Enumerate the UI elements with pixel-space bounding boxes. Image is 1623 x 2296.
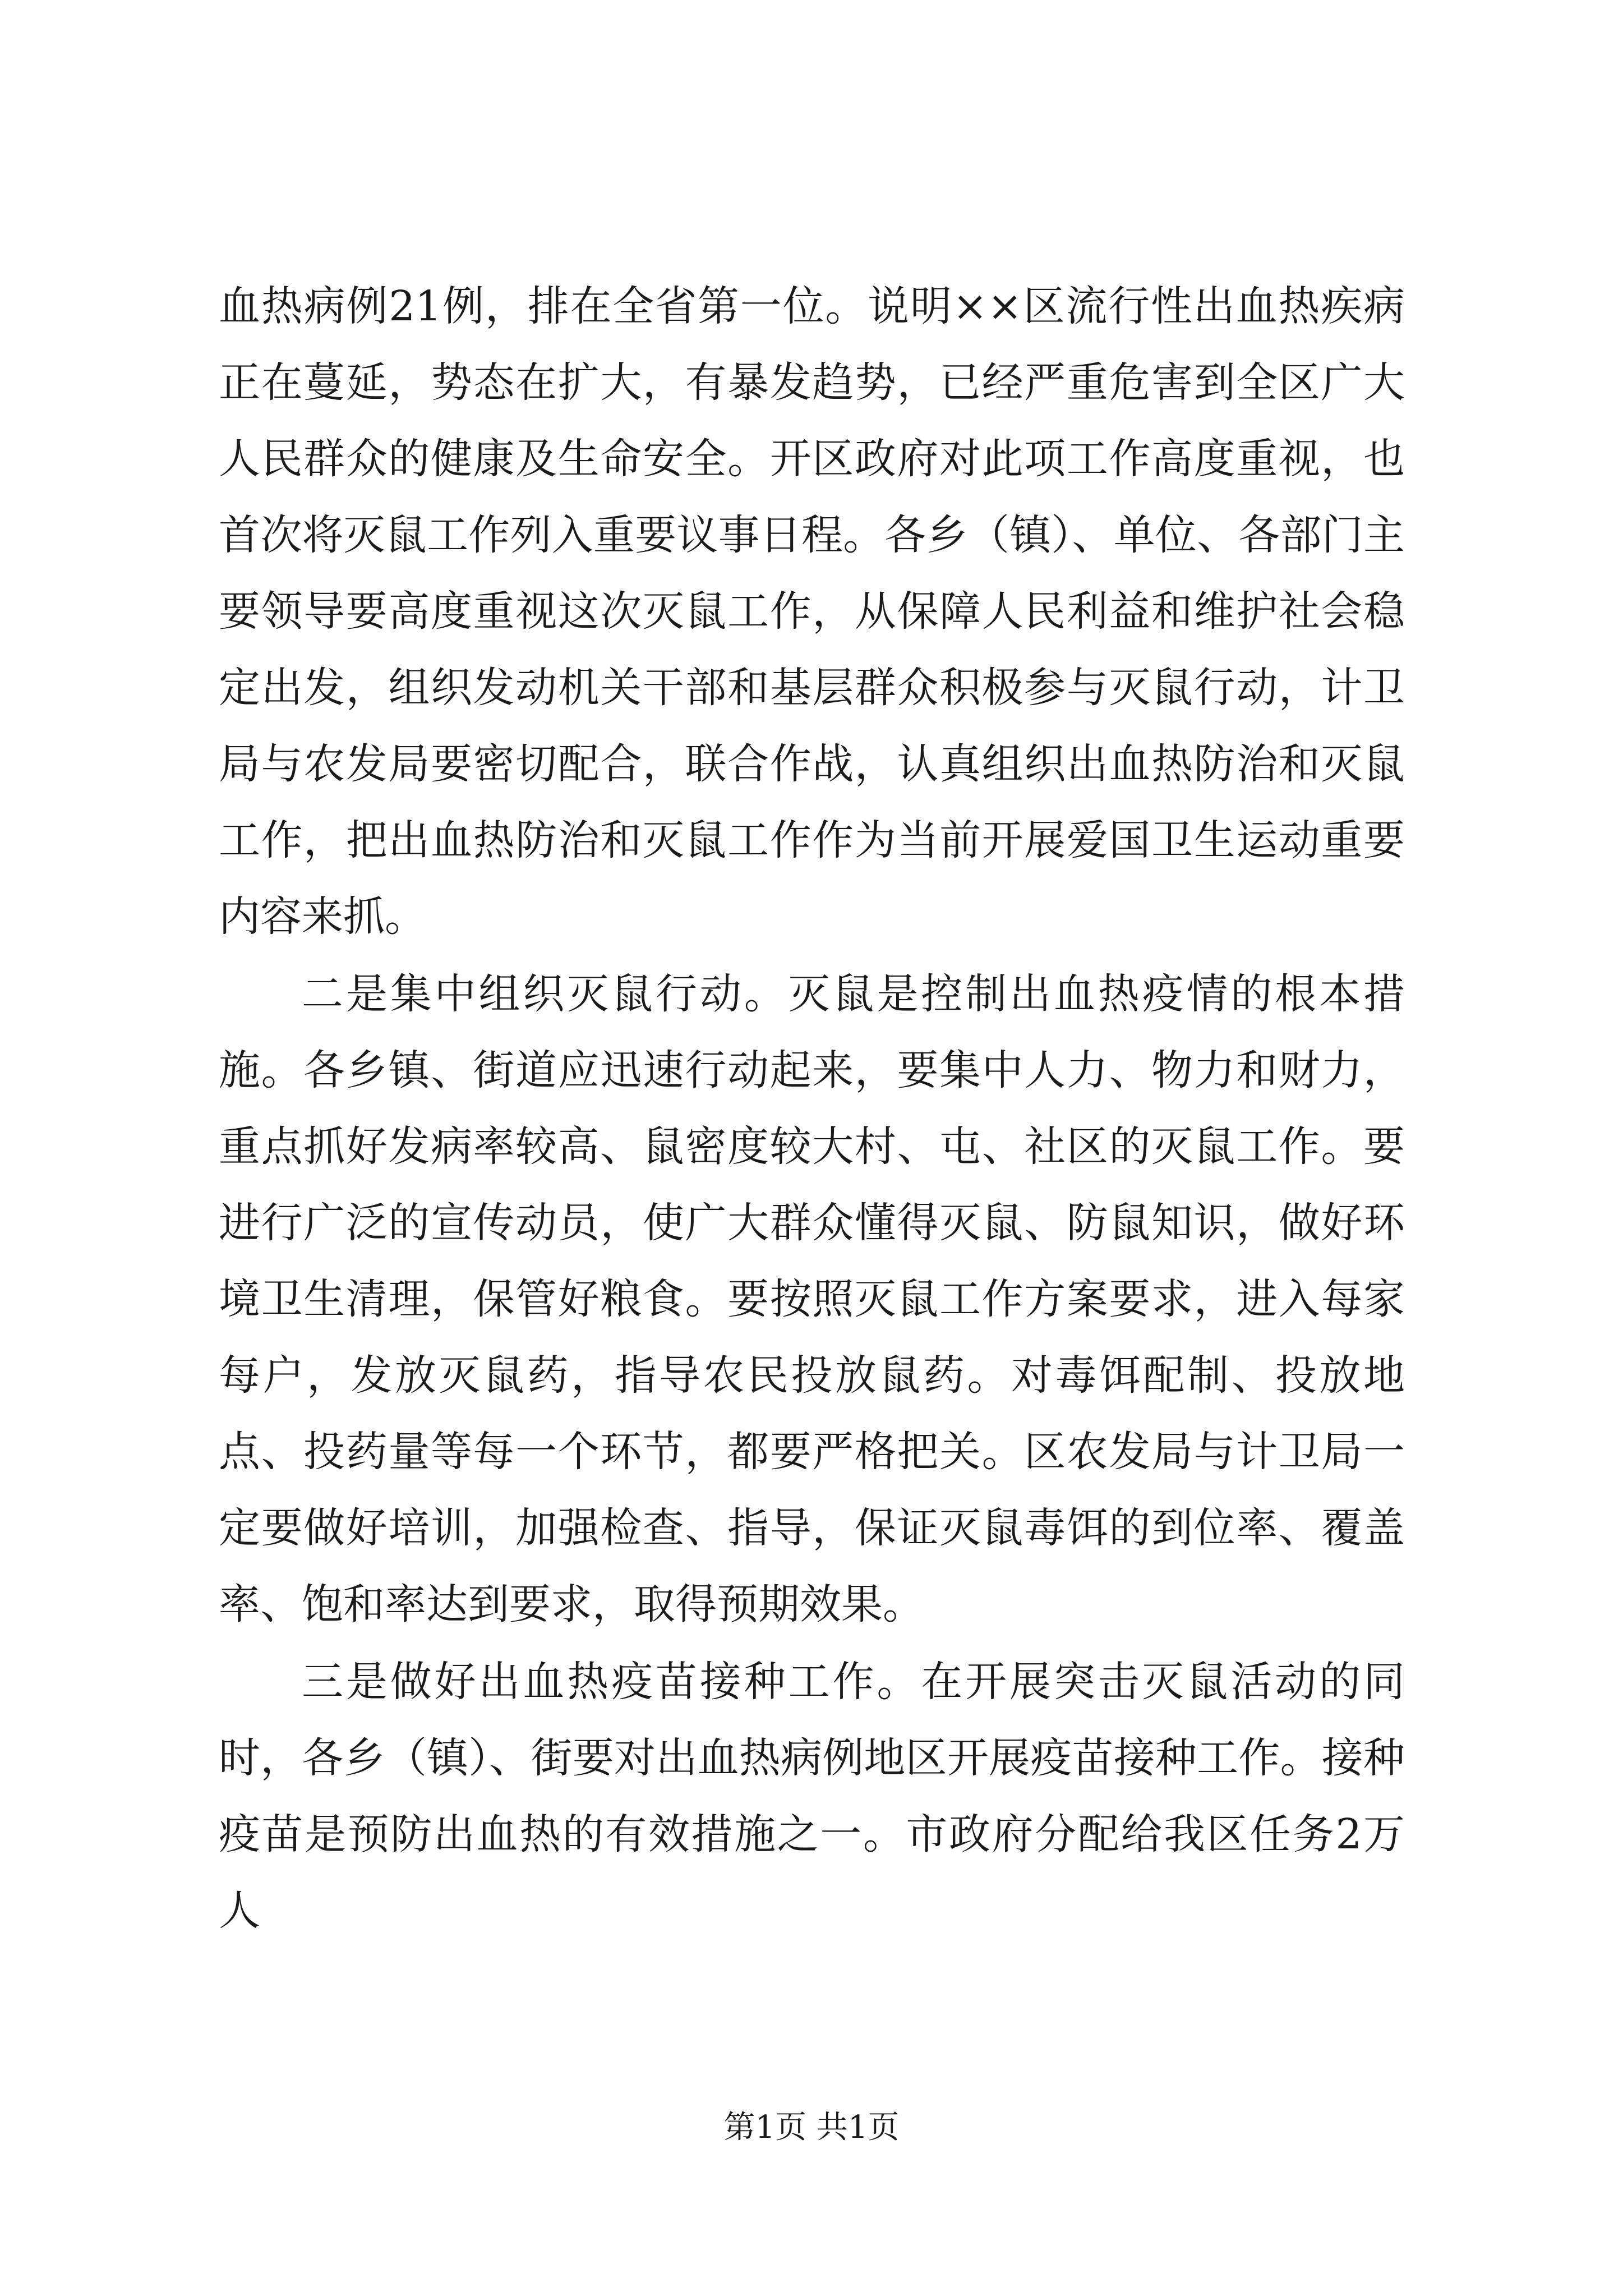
- paragraph-1: 血热病例21例，排在全省第一位。说明××区流行性出血热疾病正在蔓延，势态在扩大，有暴发趋势，已经严重危害到全区广大人民群众的健康及生命安全。开区政府对此项工作高度重视，也首次将灭鼠工作列入重要议事日程。各乡（镇）、单位、各部门主要领导要高度重视这次灭鼠工作，从保障人民利益和维护社会稳定出发，组织发动机关干部和基层群众积极参与灭鼠行动，计卫局与农发局要密切配合，联合作战，认真组织出血热防治和灭鼠工作，把出血热防治和灭鼠工作作为当前开展爱国卫生运动重要内容来抓。: [219, 282, 1405, 941]
- paragraph-3: 三是做好出血热疫苗接种工作。在开展突击灭鼠活动的同时，各乡（镇）、街要对出血热病例地区开展疫苗接种工作。接种疫苗是预防出血热的有效措施之一。市政府分配给我区任务2万人: [219, 1658, 1405, 1935]
- page-number-footer: 第1页 共1页: [723, 2109, 900, 2146]
- paragraph-2: 二是集中组织灭鼠行动。灭鼠是控制出血热疫情的根本措施。各乡镇、街道应迅速行动起来，要集中人力、物力和财力，重点抓好发病率较高、鼠密度较大村、屯、社区的灭鼠工作。要进行广泛的宣传动员，使广大群众懂得灭鼠、防鼠知识，做好环境卫生清理，保管好粮食。要按照灭鼠工作方案要求，进入每家每户，发放灭鼠药，指导农民投放鼠药。对毒饵配制、投放地点、投药量等每一个环节，都要严格把关。区农发局与计卫局一定要做好培训，加强检查、指导，保证灭鼠毒饵的到位率、覆盖率、饱和率达到要求，取得预期效果。: [219, 970, 1405, 1628]
- document-body: [219, 268, 1405, 1950]
